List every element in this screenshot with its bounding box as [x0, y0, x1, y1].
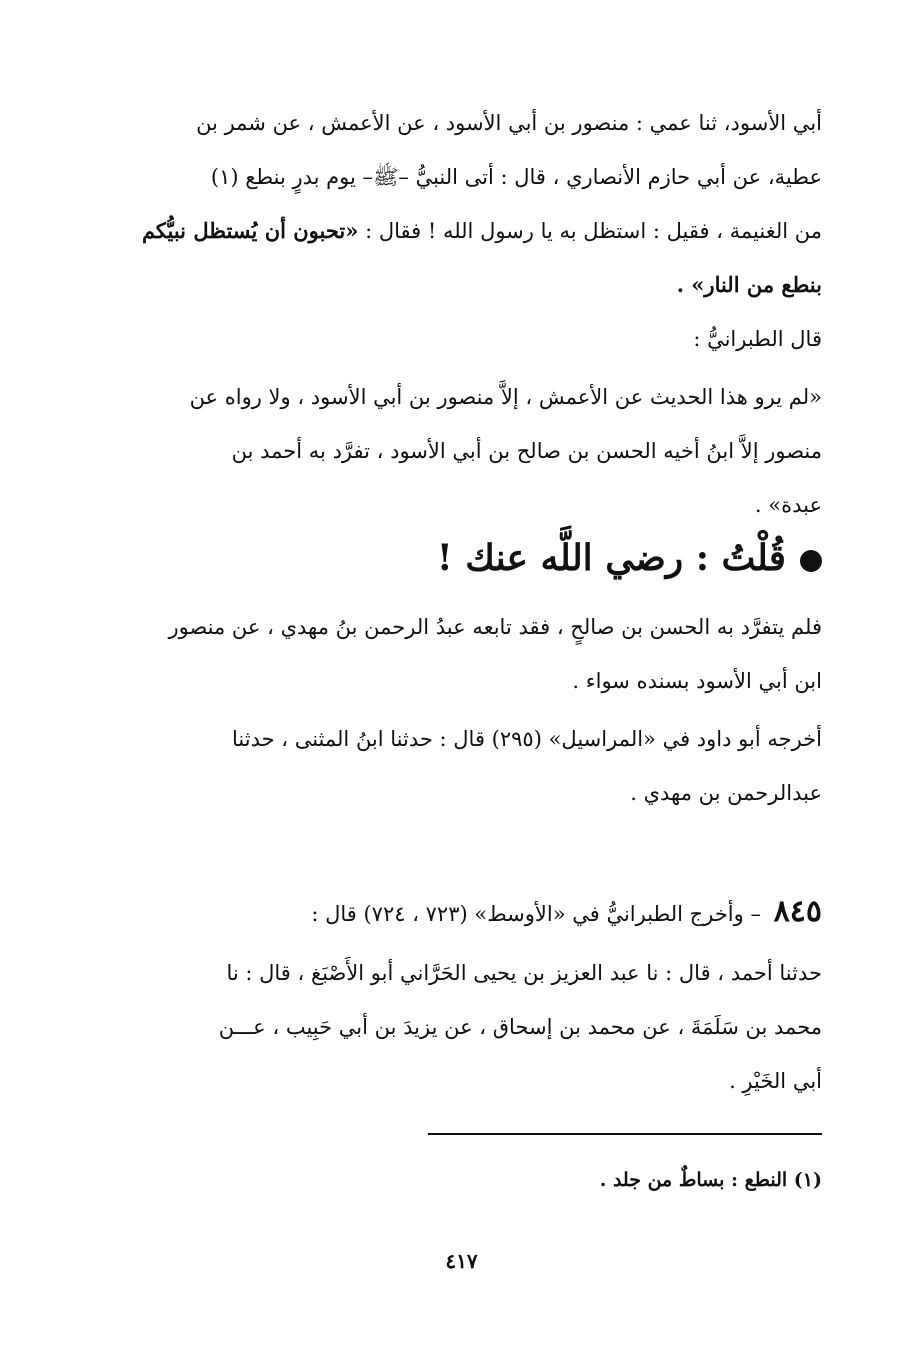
paragraph-3	[108, 370, 822, 532]
text-line: عبدة» .	[754, 493, 822, 517]
paragraph-5	[108, 712, 822, 820]
hadith-heading	[108, 884, 822, 942]
bullet-icon	[800, 550, 822, 572]
text-line: أبي الخَيْرِ .	[729, 1069, 822, 1093]
text-span: من الغنيمة ، فقيل : استظل به يا رسول الله ! فقال :	[365, 219, 822, 243]
text-line: حدثنا أحمد ، قال : نا عبد العزيز بن يحيى الحَرَّاني أبو الأَصْبَغ ، قال : نا	[226, 961, 822, 985]
hadith-number: ٨٤٥	[773, 894, 822, 929]
bold-quote: «تحبون أن يُستظل نبيُّكم	[141, 218, 359, 243]
paragraph-4	[108, 600, 822, 708]
heading-text: قُلْتُ : رضي اللَّه عنك !	[436, 537, 786, 579]
text-line: عطية، عن أبي حازم الأنصاري ، قال : أتى النبيُّ –ﷺ– يوم بدرٍ بنطع (١)	[210, 165, 822, 189]
text-line: منصور إلاَّ ابنُ أخيه الحسن بن صالح بن أبي الأسود ، تفرَّد به أحمد بن	[231, 439, 822, 463]
text-line	[108, 204, 822, 258]
text-line: فلم يتفرَّد به الحسن بن صالحٍ ، فقد تابعه عبدُ الرحمن بنُ مهدي ، عن منصور	[168, 615, 822, 639]
footnote-divider	[428, 1133, 822, 1135]
text-line: أخرجه أبو داود في «المراسيل» (٢٩٥) قال : حدثنا ابنُ المثنى ، حدثنا	[232, 727, 822, 751]
text-line: عبدالرحمن بن مهدي .	[630, 781, 822, 805]
text-line: بنطع من النار» .	[676, 272, 822, 297]
text-line: «لم يرو هذا الحديث عن الأعمش ، إلاَّ منصور بن أبي الأسود ، ولا رواه عن	[189, 385, 822, 409]
hadith-intro: – وأخرج الطبرانيُّ في «الأوسط» (٧٢٣ ، ٧٢٤) قال :	[311, 902, 761, 926]
text-line: أبي الأسود، ثنا عمي : منصور بن أبي الأسود ، عن الأعمش ، عن شمر بن	[196, 111, 822, 135]
footnote: (١) النطع : بساطٌ من جلد .	[599, 1169, 822, 1191]
section-heading	[108, 528, 822, 588]
paragraph-6	[108, 946, 822, 1108]
page-number: ٤١٧	[445, 1249, 478, 1273]
text-line: ابن أبي الأسود بسنده سواء .	[572, 669, 822, 693]
paragraph-2	[108, 312, 822, 366]
paragraph-1	[108, 96, 822, 312]
text-line: محمد بن سَلَمَةَ ، عن محمد بن إسحاق ، عن يزيدَ بن أبي حَبِيب ، عـــن	[218, 1015, 822, 1039]
text-line: قال الطبرانيُّ :	[693, 327, 822, 351]
